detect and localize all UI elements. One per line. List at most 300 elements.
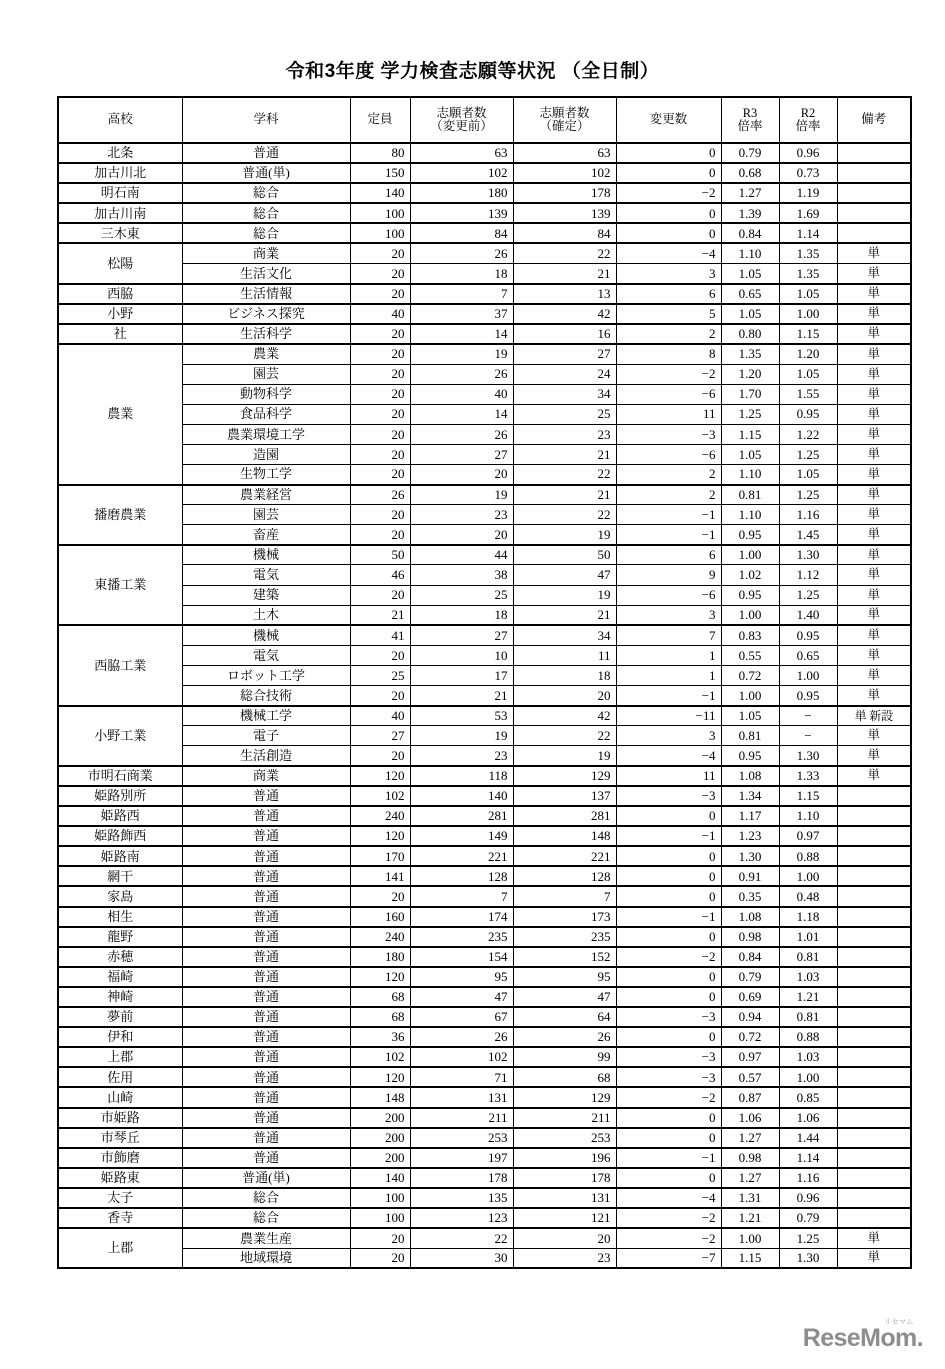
cell-department: 総合	[182, 1188, 350, 1208]
cell-r3-ratio: 1.10	[721, 465, 779, 485]
cell-applicants-final: 11	[513, 645, 616, 665]
cell-change: −1	[616, 826, 721, 846]
cell-note: 単	[837, 665, 911, 685]
cell-school: 北条	[58, 143, 182, 163]
cell-capacity: 20	[350, 585, 410, 605]
cell-applicants-final: 128	[513, 866, 616, 886]
cell-capacity: 120	[350, 1067, 410, 1087]
cell-r2-ratio: 1.10	[779, 806, 837, 826]
cell-capacity: 40	[350, 706, 410, 726]
cell-capacity: 21	[350, 605, 410, 625]
cell-change: 0	[616, 1168, 721, 1188]
cell-r3-ratio: 0.69	[721, 987, 779, 1007]
table-row	[58, 686, 911, 706]
cell-applicants-final: 95	[513, 967, 616, 987]
table-header-row	[58, 97, 911, 143]
cell-r2-ratio: 1.15	[779, 786, 837, 806]
cell-department: 普通	[182, 1007, 350, 1027]
cell-r3-ratio: 1.15	[721, 424, 779, 444]
cell-applicants-final: 102	[513, 163, 616, 183]
cell-applicants-final: 23	[513, 1248, 616, 1268]
table-row	[58, 746, 911, 766]
cell-r2-ratio: 0.79	[779, 1208, 837, 1228]
cell-capacity: 41	[350, 625, 410, 645]
cell-note: 単	[837, 525, 911, 545]
cell-department: 普通	[182, 987, 350, 1007]
table-row	[58, 223, 911, 243]
cell-capacity: 140	[350, 183, 410, 203]
table-row	[58, 1067, 911, 1087]
cell-applicants-final: 129	[513, 1087, 616, 1107]
cell-applicants-final: 21	[513, 485, 616, 505]
cell-note	[837, 223, 911, 243]
cell-change: 8	[616, 344, 721, 364]
table-row	[58, 1047, 911, 1067]
table-row	[58, 565, 911, 585]
cell-school: 加古川南	[58, 203, 182, 223]
cell-change: −1	[616, 1148, 721, 1168]
cell-r3-ratio: 0.95	[721, 746, 779, 766]
cell-r3-ratio: 1.70	[721, 384, 779, 404]
cell-applicants-final: 131	[513, 1188, 616, 1208]
cell-applicants-before: 211	[410, 1108, 513, 1128]
column-header-r3-ratio	[721, 97, 779, 143]
cell-capacity: 20	[350, 444, 410, 464]
table-row	[58, 525, 911, 545]
table-row	[58, 304, 911, 324]
cell-r3-ratio: 0.83	[721, 625, 779, 645]
cell-note	[837, 806, 911, 826]
cell-applicants-before: 63	[410, 143, 513, 163]
table-row	[58, 726, 911, 746]
cell-capacity: 68	[350, 987, 410, 1007]
table-row	[58, 1128, 911, 1148]
cell-r2-ratio: 1.03	[779, 967, 837, 987]
cell-note	[837, 947, 911, 967]
cell-applicants-before: 197	[410, 1148, 513, 1168]
table-row	[58, 264, 911, 284]
cell-r3-ratio: 1.00	[721, 605, 779, 625]
cell-capacity: 20	[350, 686, 410, 706]
cell-r3-ratio: 0.80	[721, 324, 779, 344]
cell-capacity: 20	[350, 1248, 410, 1268]
cell-change: 0	[616, 967, 721, 987]
cell-applicants-final: 13	[513, 284, 616, 304]
cell-note: 単	[837, 284, 911, 304]
cell-department: 普通	[182, 1108, 350, 1128]
cell-department: 農業	[182, 344, 350, 364]
cell-school: 上郡	[58, 1228, 182, 1268]
cell-school: 網干	[58, 866, 182, 886]
cell-change: −3	[616, 786, 721, 806]
cell-note: 単	[837, 243, 911, 263]
table-row	[58, 203, 911, 223]
cell-change: 11	[616, 404, 721, 424]
cell-applicants-final: 21	[513, 264, 616, 284]
cell-change: −3	[616, 424, 721, 444]
cell-r2-ratio: 1.16	[779, 1168, 837, 1188]
column-header-school: 高校	[58, 97, 182, 143]
cell-change: 5	[616, 304, 721, 324]
cell-r2-ratio: 1.14	[779, 223, 837, 243]
cell-note	[837, 203, 911, 223]
table-row	[58, 284, 911, 304]
cell-r2-ratio: 1.00	[779, 866, 837, 886]
cell-r3-ratio: 1.20	[721, 364, 779, 384]
cell-department: 普通	[182, 826, 350, 846]
cell-applicants-final: 221	[513, 846, 616, 866]
cell-applicants-before: 30	[410, 1248, 513, 1268]
cell-school: 東播工業	[58, 545, 182, 625]
cell-r3-ratio: 0.97	[721, 1047, 779, 1067]
cell-r3-ratio: 0.84	[721, 223, 779, 243]
cell-r2-ratio: 1.20	[779, 344, 837, 364]
cell-department: 普通	[182, 866, 350, 886]
cell-applicants-final: 139	[513, 203, 616, 223]
cell-school: 上郡	[58, 1047, 182, 1067]
cell-applicants-before: 19	[410, 726, 513, 746]
cell-r2-ratio: 1.30	[779, 746, 837, 766]
cell-school: 松陽	[58, 243, 182, 283]
cell-r3-ratio: 1.05	[721, 706, 779, 726]
cell-note: 単	[837, 585, 911, 605]
cell-applicants-final: 22	[513, 505, 616, 525]
table-row	[58, 645, 911, 665]
cell-applicants-before: 235	[410, 927, 513, 947]
cell-applicants-before: 128	[410, 866, 513, 886]
column-header-applicants-before-line2: （変更前）	[430, 119, 493, 133]
cell-r3-ratio: 1.27	[721, 183, 779, 203]
cell-r3-ratio: 1.27	[721, 1168, 779, 1188]
cell-capacity: 20	[350, 465, 410, 485]
cell-r3-ratio: 0.79	[721, 143, 779, 163]
cell-capacity: 20	[350, 243, 410, 263]
cell-note: 単	[837, 444, 911, 464]
cell-department: 園芸	[182, 505, 350, 525]
cell-applicants-final: 235	[513, 927, 616, 947]
table-row	[58, 1248, 911, 1268]
cell-applicants-final: 121	[513, 1208, 616, 1228]
cell-department: ビジネス探究	[182, 304, 350, 324]
cell-change: 0	[616, 163, 721, 183]
cell-applicants-before: 26	[410, 1027, 513, 1047]
cell-applicants-final: 27	[513, 344, 616, 364]
cell-note: 単	[837, 264, 911, 284]
table-header	[58, 97, 911, 143]
cell-department: 電気	[182, 565, 350, 585]
cell-department: 普通(単)	[182, 163, 350, 183]
cell-note	[837, 143, 911, 163]
cell-applicants-before: 95	[410, 967, 513, 987]
cell-capacity: 120	[350, 967, 410, 987]
cell-r3-ratio: 1.21	[721, 1208, 779, 1228]
watermark-text: ReseMom.	[802, 1324, 923, 1353]
cell-capacity: 240	[350, 806, 410, 826]
cell-department: 商業	[182, 243, 350, 263]
cell-applicants-before: 37	[410, 304, 513, 324]
cell-department: 土木	[182, 605, 350, 625]
cell-applicants-final: 196	[513, 1148, 616, 1168]
table-row	[58, 324, 911, 344]
cell-note	[837, 907, 911, 927]
cell-change: −2	[616, 1228, 721, 1248]
cell-change: 2	[616, 324, 721, 344]
cell-applicants-final: 22	[513, 465, 616, 485]
cell-department: 電子	[182, 726, 350, 746]
cell-applicants-before: 221	[410, 846, 513, 866]
table-row	[58, 545, 911, 565]
cell-change: −4	[616, 1188, 721, 1208]
cell-r3-ratio: 0.81	[721, 726, 779, 746]
column-header-r2-line2: 倍率	[795, 119, 821, 133]
cell-capacity: 170	[350, 846, 410, 866]
table-row	[58, 585, 911, 605]
cell-r2-ratio: 1.25	[779, 1228, 837, 1248]
cell-r3-ratio: 0.95	[721, 585, 779, 605]
table-row	[58, 183, 911, 203]
cell-applicants-before: 19	[410, 344, 513, 364]
cell-note	[837, 1128, 911, 1148]
cell-note	[837, 1108, 911, 1128]
cell-school: 市飾磨	[58, 1148, 182, 1168]
cell-r3-ratio: 0.98	[721, 927, 779, 947]
cell-r3-ratio: 1.10	[721, 243, 779, 263]
column-header-applicants-final-line1: 志願者数	[539, 105, 590, 120]
cell-applicants-before: 139	[410, 203, 513, 223]
cell-applicants-final: 22	[513, 243, 616, 263]
cell-r3-ratio: 0.81	[721, 485, 779, 505]
cell-r2-ratio: 1.33	[779, 766, 837, 786]
cell-note	[837, 1047, 911, 1067]
cell-note: 単	[837, 1248, 911, 1268]
table-row	[58, 1148, 911, 1168]
cell-note: 単	[837, 645, 911, 665]
cell-r2-ratio: 1.30	[779, 545, 837, 565]
cell-applicants-before: 20	[410, 465, 513, 485]
cell-applicants-final: 50	[513, 545, 616, 565]
table-row	[58, 866, 911, 886]
cell-applicants-final: 63	[513, 143, 616, 163]
cell-change: −4	[616, 746, 721, 766]
cell-applicants-before: 131	[410, 1087, 513, 1107]
cell-note	[837, 1208, 911, 1228]
cell-applicants-before: 7	[410, 886, 513, 906]
cell-note: 単	[837, 505, 911, 525]
cell-applicants-final: 20	[513, 1228, 616, 1248]
table-row	[58, 665, 911, 685]
cell-applicants-before: 154	[410, 947, 513, 967]
cell-r2-ratio: −	[779, 706, 837, 726]
cell-department: 生物工学	[182, 465, 350, 485]
cell-school: 伊和	[58, 1027, 182, 1047]
cell-department: 機械	[182, 625, 350, 645]
cell-capacity: 20	[350, 1228, 410, 1248]
cell-r2-ratio: 0.96	[779, 143, 837, 163]
cell-department: 普通	[182, 907, 350, 927]
cell-change: −2	[616, 1087, 721, 1107]
cell-r3-ratio: 1.17	[721, 806, 779, 826]
cell-applicants-before: 20	[410, 525, 513, 545]
cell-applicants-final: 19	[513, 746, 616, 766]
cell-school: 赤穂	[58, 947, 182, 967]
cell-applicants-before: 22	[410, 1228, 513, 1248]
table-row	[58, 987, 911, 1007]
table-row	[58, 1228, 911, 1248]
cell-applicants-before: 23	[410, 746, 513, 766]
cell-department: 普通	[182, 947, 350, 967]
cell-note: 単	[837, 605, 911, 625]
cell-school: 西脇	[58, 284, 182, 304]
cell-change: 0	[616, 1027, 721, 1047]
table-row	[58, 384, 911, 404]
cell-note: 単	[837, 625, 911, 645]
column-header-capacity: 定員	[350, 97, 410, 143]
cell-applicants-final: 18	[513, 665, 616, 685]
cell-r2-ratio: 1.16	[779, 505, 837, 525]
cell-change: 6	[616, 545, 721, 565]
cell-capacity: 20	[350, 264, 410, 284]
cell-r2-ratio: 0.96	[779, 1188, 837, 1208]
cell-applicants-final: 84	[513, 223, 616, 243]
cell-applicants-final: 64	[513, 1007, 616, 1027]
table-row	[58, 1027, 911, 1047]
cell-r3-ratio: 1.35	[721, 344, 779, 364]
cell-r2-ratio: 0.88	[779, 846, 837, 866]
cell-r2-ratio: 0.97	[779, 826, 837, 846]
table-row	[58, 505, 911, 525]
cell-r2-ratio: 0.85	[779, 1087, 837, 1107]
applications-table	[57, 96, 912, 1269]
applications-table-container	[57, 96, 893, 1269]
cell-department: 普通(単)	[182, 1168, 350, 1188]
cell-r3-ratio: 1.06	[721, 1108, 779, 1128]
cell-department: 動物科学	[182, 384, 350, 404]
cell-department: 普通	[182, 1087, 350, 1107]
cell-capacity: 80	[350, 143, 410, 163]
cell-applicants-before: 26	[410, 243, 513, 263]
cell-note: 単	[837, 404, 911, 424]
cell-applicants-before: 44	[410, 545, 513, 565]
cell-applicants-before: 21	[410, 686, 513, 706]
table-row	[58, 927, 911, 947]
cell-note	[837, 1168, 911, 1188]
cell-note	[837, 886, 911, 906]
cell-r2-ratio: 1.12	[779, 565, 837, 585]
cell-change: −7	[616, 1248, 721, 1268]
cell-r3-ratio: 0.98	[721, 1148, 779, 1168]
table-row	[58, 143, 911, 163]
cell-applicants-final: 7	[513, 886, 616, 906]
cell-note	[837, 1067, 911, 1087]
cell-school: 香寺	[58, 1208, 182, 1228]
cell-r2-ratio: 1.44	[779, 1128, 837, 1148]
cell-applicants-before: 7	[410, 284, 513, 304]
cell-school: 市琴丘	[58, 1128, 182, 1148]
cell-department: 普通	[182, 1027, 350, 1047]
cell-applicants-final: 173	[513, 907, 616, 927]
cell-change: −2	[616, 364, 721, 384]
cell-note	[837, 1087, 911, 1107]
cell-capacity: 148	[350, 1087, 410, 1107]
table-row	[58, 786, 911, 806]
cell-capacity: 20	[350, 364, 410, 384]
resemom-watermark	[803, 1317, 923, 1351]
cell-applicants-final: 47	[513, 987, 616, 1007]
cell-r2-ratio: 1.22	[779, 424, 837, 444]
cell-r2-ratio: 1.14	[779, 1148, 837, 1168]
cell-change: −11	[616, 706, 721, 726]
cell-note: 単	[837, 726, 911, 746]
table-row	[58, 947, 911, 967]
cell-department: 普通	[182, 1067, 350, 1087]
table-row	[58, 886, 911, 906]
cell-r3-ratio: 1.02	[721, 565, 779, 585]
cell-note: 単	[837, 686, 911, 706]
cell-r2-ratio: 1.06	[779, 1108, 837, 1128]
cell-capacity: 102	[350, 1047, 410, 1067]
cell-applicants-final: 34	[513, 625, 616, 645]
cell-capacity: 100	[350, 203, 410, 223]
cell-department: 普通	[182, 1128, 350, 1148]
cell-school: 姫路東	[58, 1168, 182, 1188]
column-header-r3-line1: R3	[742, 105, 758, 120]
cell-department: 生活文化	[182, 264, 350, 284]
cell-department: 農業環境工学	[182, 424, 350, 444]
cell-r3-ratio: 1.27	[721, 1128, 779, 1148]
table-row	[58, 344, 911, 364]
column-header-applicants-final	[513, 97, 616, 143]
cell-r3-ratio: 1.30	[721, 846, 779, 866]
cell-capacity: 20	[350, 284, 410, 304]
table-row	[58, 766, 911, 786]
cell-department: 普通	[182, 927, 350, 947]
cell-note	[837, 987, 911, 1007]
cell-r3-ratio: 1.10	[721, 505, 779, 525]
cell-note: 単 新設	[837, 706, 911, 726]
cell-applicants-final: 178	[513, 183, 616, 203]
cell-applicants-before: 38	[410, 565, 513, 585]
cell-r2-ratio: 1.03	[779, 1047, 837, 1067]
cell-r2-ratio: 1.05	[779, 465, 837, 485]
cell-capacity: 200	[350, 1128, 410, 1148]
cell-applicants-final: 47	[513, 565, 616, 585]
cell-school: 神崎	[58, 987, 182, 1007]
cell-change: −4	[616, 243, 721, 263]
cell-r3-ratio: 0.35	[721, 886, 779, 906]
cell-applicants-final: 19	[513, 525, 616, 545]
cell-capacity: 141	[350, 866, 410, 886]
cell-r3-ratio: 1.00	[721, 1228, 779, 1248]
cell-note	[837, 1027, 911, 1047]
cell-capacity: 20	[350, 746, 410, 766]
cell-applicants-final: 34	[513, 384, 616, 404]
table-body	[58, 143, 911, 1268]
cell-capacity: 100	[350, 223, 410, 243]
cell-applicants-final: 178	[513, 1168, 616, 1188]
column-header-note: 備考	[837, 97, 911, 143]
cell-note	[837, 1188, 911, 1208]
cell-school: 夢前	[58, 1007, 182, 1027]
cell-capacity: 140	[350, 1168, 410, 1188]
cell-department: 総合	[182, 223, 350, 243]
cell-applicants-final: 21	[513, 444, 616, 464]
page-title: 令和3年度 学力検査志願等状況 （全日制）	[285, 61, 660, 82]
cell-r2-ratio: 0.81	[779, 1007, 837, 1027]
cell-r2-ratio: 0.88	[779, 1027, 837, 1047]
cell-r3-ratio: 1.08	[721, 766, 779, 786]
cell-applicants-before: 180	[410, 183, 513, 203]
cell-capacity: 160	[350, 907, 410, 927]
